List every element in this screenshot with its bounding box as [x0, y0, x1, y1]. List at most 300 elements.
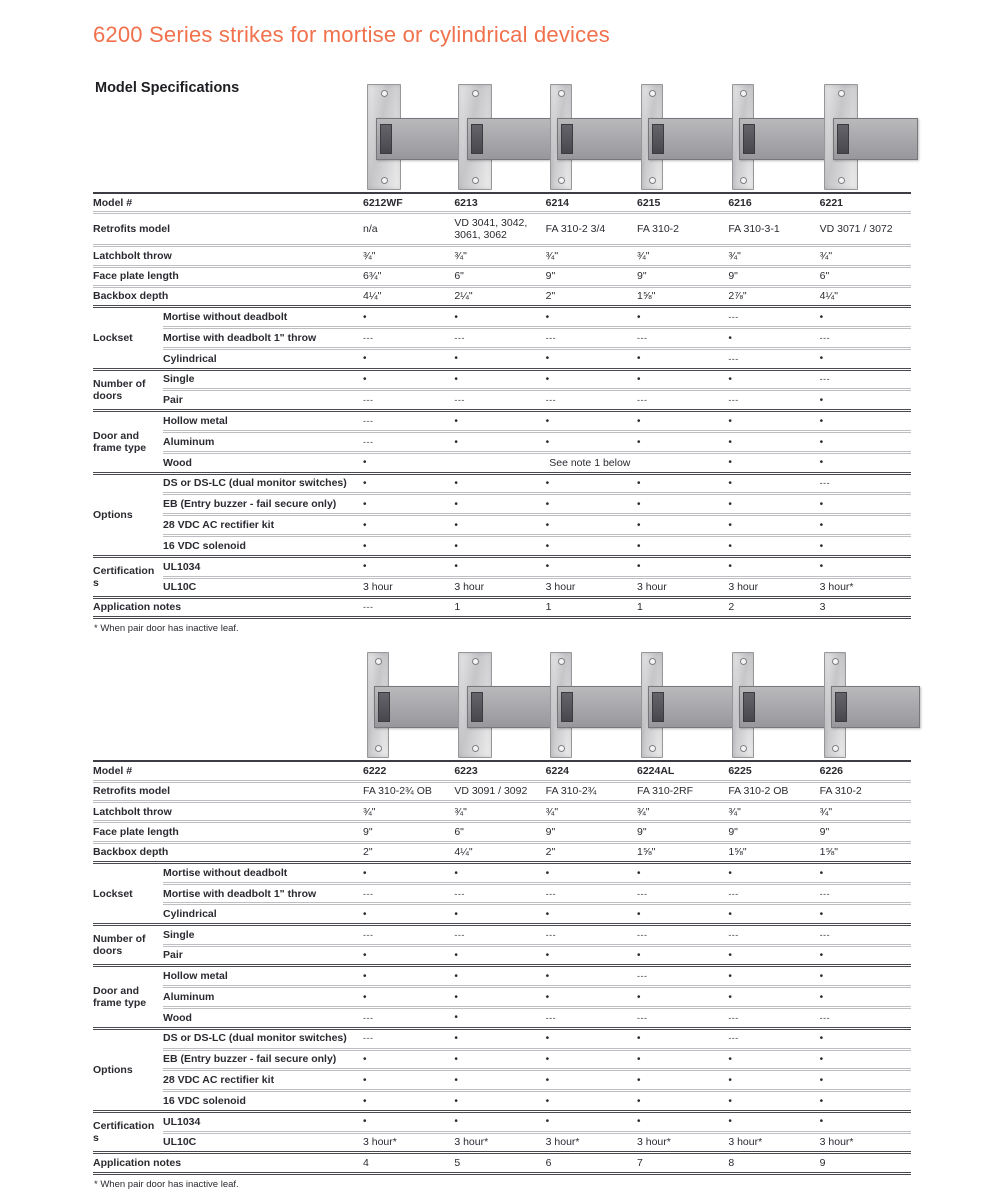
bullet-mark: • — [636, 1095, 641, 1107]
table-cell — [363, 390, 454, 411]
table-cell: 6212WF — [363, 196, 403, 209]
dash-mark: --- — [454, 395, 465, 406]
screw-hole-top — [558, 658, 565, 665]
table-cell — [363, 328, 454, 349]
bullet-mark: • — [819, 1095, 824, 1107]
table-cell: ¾" — [728, 246, 819, 266]
bullet-mark: • — [363, 374, 367, 386]
bullet-mark: • — [545, 311, 550, 323]
sub-row-label: Single — [163, 369, 363, 390]
table-cell — [820, 556, 911, 577]
screw-hole-top — [375, 658, 382, 665]
table-cell — [637, 1111, 728, 1132]
bullet-mark: • — [545, 415, 550, 427]
bullet-mark: • — [728, 332, 732, 344]
table-cell — [363, 904, 454, 925]
screw-hole-bottom — [472, 177, 479, 184]
dash-mark: --- — [728, 395, 739, 406]
table-row — [93, 1049, 911, 1070]
screw-hole-top — [558, 90, 565, 97]
dash-mark: --- — [363, 1033, 374, 1044]
table-cell — [546, 494, 637, 515]
table-cell: 4¼" — [454, 842, 545, 862]
table-row — [93, 246, 911, 266]
sub-row-label: Aluminum — [163, 432, 363, 453]
table-row — [93, 842, 911, 862]
table-cell: 9" — [546, 822, 637, 842]
table-cell — [454, 369, 545, 390]
table-cell — [637, 1049, 728, 1070]
strike-keeper — [739, 686, 828, 728]
table-row — [93, 1132, 911, 1152]
table-cell — [546, 884, 637, 904]
model-spec-table-1 — [93, 192, 911, 619]
sub-row-label: UL1034 — [163, 556, 363, 577]
bullet-mark: • — [363, 311, 367, 323]
table-cell — [728, 515, 819, 536]
table-cell: 3 hour — [728, 577, 819, 597]
table-row — [93, 473, 911, 494]
table-cell — [728, 369, 819, 390]
table-cell — [637, 307, 728, 328]
group-label: Number of doors — [93, 369, 163, 411]
table-cell — [728, 390, 819, 411]
bullet-mark: • — [728, 1095, 732, 1107]
table-cell — [454, 884, 545, 904]
table-cell — [546, 536, 637, 557]
table-cell — [454, 515, 545, 536]
table-cell: 6¾" — [363, 266, 454, 286]
table-cell — [820, 536, 911, 557]
screw-hole-bottom — [740, 177, 747, 184]
table-row — [93, 1028, 911, 1049]
table-cell — [454, 1007, 545, 1028]
table-cell — [637, 515, 728, 536]
table-cell — [728, 473, 819, 494]
strike-keeper — [833, 118, 918, 160]
bullet-mark: • — [363, 519, 367, 531]
dash-mark: --- — [363, 332, 374, 343]
bullet-mark: • — [819, 950, 824, 962]
table-cell: 1⅝" — [637, 842, 728, 862]
bullet-mark: • — [728, 867, 732, 879]
table-cell — [820, 1111, 911, 1132]
row-label: Latchbolt throw — [93, 246, 363, 266]
bullet-mark: • — [363, 1095, 367, 1107]
sub-row-label: Mortise with deadbolt 1" throw — [163, 884, 363, 904]
table-row — [93, 802, 911, 822]
bullet-mark: • — [728, 561, 732, 573]
sub-row-label: Cylindrical — [163, 904, 363, 925]
table-cell: ¾" — [546, 802, 637, 822]
table-cell — [363, 925, 454, 945]
dash-mark: --- — [454, 332, 465, 343]
sub-row-label: 16 VDC solenoid — [163, 1091, 363, 1112]
bullet-mark: • — [636, 498, 641, 510]
bullet-mark: • — [636, 908, 641, 920]
bullet-mark: • — [363, 970, 367, 982]
table-cell: 3 hour — [363, 577, 454, 597]
bullet-mark: • — [636, 867, 641, 879]
row-label: Backbox depth — [93, 842, 363, 862]
bullet-mark: • — [454, 498, 458, 510]
table-cell — [728, 884, 819, 904]
bullet-mark: • — [636, 1116, 641, 1128]
table-row — [93, 577, 911, 597]
table-cell: FA 310-2 3/4 — [546, 213, 637, 246]
table-cell — [728, 1070, 819, 1091]
screw-hole-bottom — [381, 177, 388, 184]
screw-hole-bottom — [649, 177, 656, 184]
row-label: Model # — [93, 764, 133, 777]
bullet-mark: • — [819, 867, 824, 879]
dash-mark: --- — [636, 332, 648, 343]
bullet-mark: • — [636, 540, 641, 552]
bullet-mark: • — [819, 1116, 824, 1128]
table-cell — [363, 411, 454, 432]
sub-row-label: 28 VDC AC rectifier kit — [163, 515, 363, 536]
table-cell: 4¼" — [363, 286, 454, 306]
strike-keeper-slot — [378, 692, 390, 722]
bullet-mark: • — [819, 1054, 824, 1066]
bullet-mark: • — [545, 1074, 550, 1086]
table-cell: 9" — [363, 822, 454, 842]
sub-row-label: Mortise with deadbolt 1" throw — [163, 328, 363, 349]
bullet-mark: • — [819, 540, 824, 552]
dash-mark: --- — [728, 311, 739, 322]
screw-hole-top — [649, 658, 656, 665]
bullet-mark: • — [728, 1074, 732, 1086]
table-cell — [363, 945, 454, 966]
strike-keeper-slot — [652, 124, 664, 154]
table-cell — [820, 473, 911, 494]
table-cell: VD 3041, 3042, 3061, 3062 — [454, 213, 545, 246]
table-cell — [728, 1111, 819, 1132]
dash-mark: --- — [728, 888, 739, 899]
sub-row-label: DS or DS-LC (dual monitor switches) — [163, 473, 363, 494]
product-image-cell — [637, 652, 728, 760]
bullet-mark: • — [363, 561, 367, 573]
sub-row-label: Single — [163, 925, 363, 945]
dash-mark: --- — [363, 929, 374, 940]
dash-mark: --- — [545, 888, 557, 899]
bullet-mark: • — [728, 1116, 732, 1128]
table-cell — [546, 348, 637, 369]
bullet-mark: • — [545, 970, 550, 982]
table-row — [93, 822, 911, 842]
bullet-mark: • — [728, 991, 732, 1003]
table-cell — [546, 1091, 637, 1112]
table-cell: See note 1 below — [454, 452, 728, 473]
bullet-mark: • — [728, 436, 732, 448]
dash-mark: --- — [363, 415, 374, 426]
table-row — [93, 411, 911, 432]
bullet-mark: • — [454, 353, 458, 365]
table-cell — [454, 1049, 545, 1070]
table-cell: VD 3091 / 3092 — [454, 781, 545, 801]
bullet-mark: • — [545, 1033, 550, 1045]
bullet-mark: • — [454, 540, 458, 552]
strike-keeper — [467, 686, 552, 728]
bullet-mark: • — [545, 540, 550, 552]
table-cell — [637, 1028, 728, 1049]
bullet-mark: • — [454, 374, 458, 386]
table-cell — [546, 945, 637, 966]
row-label: Retrofits model — [93, 781, 363, 801]
product-image-cell — [728, 652, 819, 760]
table-cell — [454, 863, 545, 884]
sub-row-label: UL10C — [163, 1132, 363, 1152]
table-cell — [637, 863, 728, 884]
bullet-mark: • — [454, 1074, 458, 1086]
bullet-mark: • — [454, 519, 458, 531]
bullet-mark: • — [454, 991, 458, 1003]
bullet-mark: • — [454, 1012, 458, 1024]
table-cell — [820, 1049, 911, 1070]
footnote: * When pair door has inactive leaf. — [94, 1178, 239, 1190]
table-cell: ¾" — [454, 802, 545, 822]
bullet-mark: • — [728, 415, 732, 427]
table-cell — [728, 494, 819, 515]
strike-keeper — [374, 686, 463, 728]
spec-block-2 — [93, 650, 911, 1189]
table-cell — [363, 452, 454, 473]
row-label: Backbox depth — [93, 286, 363, 306]
screw-hole-top — [838, 90, 845, 97]
sub-row-label: Aluminum — [163, 987, 363, 1008]
screw-hole-bottom — [558, 177, 565, 184]
table-cell: 6" — [454, 266, 545, 286]
dash-mark: --- — [728, 1012, 739, 1023]
table-cell — [637, 987, 728, 1008]
table-cell — [637, 925, 728, 945]
table-cell — [454, 390, 545, 411]
group-label: Lockset — [93, 307, 163, 369]
bullet-mark: • — [636, 519, 641, 531]
table-cell — [637, 1007, 728, 1028]
group-label: Options — [93, 1028, 163, 1111]
strike-keeper-slot — [471, 124, 483, 154]
group-label: Certifications — [93, 556, 163, 597]
table-cell — [546, 390, 637, 411]
screw-hole-bottom — [375, 745, 382, 752]
sub-row-label: Hollow metal — [163, 966, 363, 987]
table-row — [93, 328, 911, 349]
sub-row-label: Wood — [163, 1007, 363, 1028]
strike-keeper-slot — [380, 124, 392, 154]
table-cell — [363, 966, 454, 987]
table-cell — [728, 328, 819, 349]
dash-mark: --- — [545, 332, 557, 343]
bullet-mark: • — [363, 1054, 367, 1066]
table-cell: 9" — [820, 822, 911, 842]
table-cell — [728, 1028, 819, 1049]
dash-mark: --- — [545, 1012, 557, 1023]
table-cell — [728, 411, 819, 432]
table-cell — [363, 515, 454, 536]
group-label: Door and frame type — [93, 966, 163, 1028]
table-cell: 1 — [454, 597, 545, 617]
table-row — [93, 348, 911, 369]
bullet-mark: • — [819, 498, 824, 510]
strike-keeper-slot — [835, 692, 847, 722]
table-cell: 1 — [637, 597, 728, 617]
bullet-mark: • — [819, 457, 824, 469]
bullet-mark: • — [636, 311, 641, 323]
table-cell — [454, 1091, 545, 1112]
bullet-mark: • — [636, 991, 641, 1003]
bullet-mark: • — [636, 415, 641, 427]
bullet-mark: • — [363, 950, 367, 962]
product-image-strip-2 — [93, 650, 911, 760]
spec-block-1 — [93, 80, 911, 634]
table-cell — [820, 1070, 911, 1091]
strike-keeper — [376, 118, 461, 160]
table-cell — [363, 884, 454, 904]
row-label: Application notes — [93, 1153, 363, 1173]
table-cell — [637, 945, 728, 966]
table-row — [93, 390, 911, 411]
table-cell: 6214 — [545, 196, 570, 209]
table-cell — [728, 904, 819, 925]
table-cell: ¾" — [728, 802, 819, 822]
table-cell — [820, 863, 911, 884]
table-cell: 2" — [546, 286, 637, 306]
table-cell: 6222 — [363, 764, 387, 777]
table-cell — [820, 884, 911, 904]
dash-mark: --- — [636, 971, 648, 982]
table-cell: 6225 — [728, 764, 752, 777]
table-cell: ¾" — [546, 246, 637, 266]
table-cell — [546, 863, 637, 884]
product-image-cell — [820, 84, 911, 192]
bullet-mark: • — [545, 950, 550, 962]
bullet-mark: • — [454, 478, 458, 490]
table-cell — [546, 966, 637, 987]
product-image-cell — [820, 652, 911, 760]
screw-hole-top — [472, 658, 479, 665]
table-cell: FA 310-2 — [820, 781, 911, 801]
footnote: * When pair door has inactive leaf. — [94, 623, 239, 635]
table-row — [93, 904, 911, 925]
strike-photo-6224 — [550, 652, 637, 758]
group-label: Options — [93, 473, 163, 556]
table-cell: 6224AL — [636, 764, 675, 777]
bullet-mark: • — [545, 353, 550, 365]
table-cell — [454, 987, 545, 1008]
table-cell — [363, 987, 454, 1008]
bullet-mark: • — [363, 991, 367, 1003]
table-cell: 1 — [546, 597, 637, 617]
table-row — [93, 266, 911, 286]
strike-photo-6224AL — [641, 652, 728, 758]
screw-hole-top — [740, 90, 747, 97]
table-cell — [728, 925, 819, 945]
table-cell — [728, 348, 819, 369]
product-image-cell — [637, 84, 728, 192]
product-image-cell — [728, 84, 819, 192]
table-cell — [728, 307, 819, 328]
table-cell — [363, 1007, 454, 1028]
sub-row-label: DS or DS-LC (dual monitor switches) — [163, 1028, 363, 1049]
table-cell — [820, 1007, 911, 1028]
sub-row-label: Mortise without deadbolt — [163, 863, 363, 884]
table-cell — [546, 987, 637, 1008]
table-row — [93, 966, 911, 987]
table-cell: 6213 — [454, 196, 478, 209]
sub-row-label: 16 VDC solenoid — [163, 536, 363, 557]
table-cell: 9" — [546, 266, 637, 286]
bullet-mark: • — [728, 970, 732, 982]
table-cell: 2 — [728, 597, 819, 617]
sub-row-label: Cylindrical — [163, 348, 363, 369]
table-cell: 6215 — [636, 196, 661, 209]
row-label: Retrofits model — [93, 213, 363, 246]
table-row — [93, 556, 911, 577]
section-title: Model Specifications — [95, 80, 240, 96]
table-cell — [820, 411, 911, 432]
table-cell — [363, 556, 454, 577]
table-cell — [637, 473, 728, 494]
bullet-mark: • — [363, 540, 367, 552]
strike-keeper-slot — [743, 124, 755, 154]
strike-photo-6215 — [641, 84, 728, 190]
table-cell — [820, 1091, 911, 1112]
product-image-strip-1 — [93, 80, 911, 192]
table-cell — [454, 1028, 545, 1049]
group-label: Certifications — [93, 1111, 163, 1152]
table-cell: 3 hour* — [820, 577, 911, 597]
dash-mark: --- — [636, 395, 648, 406]
product-image-cell — [454, 84, 545, 192]
table-cell — [454, 966, 545, 987]
table-cell: 2¼" — [454, 286, 545, 306]
table-cell — [820, 369, 911, 390]
screw-hole-top — [472, 90, 479, 97]
sub-row-label: EB (Entry buzzer - fail secure only) — [163, 494, 363, 515]
bullet-mark: • — [363, 867, 367, 879]
table-cell — [728, 1049, 819, 1070]
table-cell — [454, 432, 545, 453]
table-cell — [454, 556, 545, 577]
bullet-mark: • — [728, 457, 732, 469]
table-row — [93, 1153, 911, 1173]
bullet-mark: • — [363, 908, 367, 920]
table-cell — [637, 904, 728, 925]
bullet-mark: • — [545, 1116, 550, 1128]
bullet-mark: • — [545, 867, 550, 879]
table-cell — [728, 1007, 819, 1028]
table-cell — [820, 1028, 911, 1049]
table-cell — [637, 369, 728, 390]
table-cell: 9" — [728, 822, 819, 842]
table-cell: 3 hour — [454, 577, 545, 597]
table-cell — [820, 966, 911, 987]
dash-mark: --- — [819, 478, 831, 489]
table-cell — [454, 536, 545, 557]
strike-keeper — [648, 686, 737, 728]
bullet-mark: • — [454, 1116, 458, 1128]
table-cell — [820, 925, 911, 945]
dash-mark: --- — [819, 929, 831, 940]
bullet-mark: • — [819, 991, 824, 1003]
table-cell: 3 hour — [637, 577, 728, 597]
bullet-mark: • — [545, 561, 550, 573]
table-cell: 9" — [637, 266, 728, 286]
product-image-cell — [546, 652, 637, 760]
bullet-mark: • — [819, 1033, 824, 1045]
screw-hole-bottom — [558, 745, 565, 752]
